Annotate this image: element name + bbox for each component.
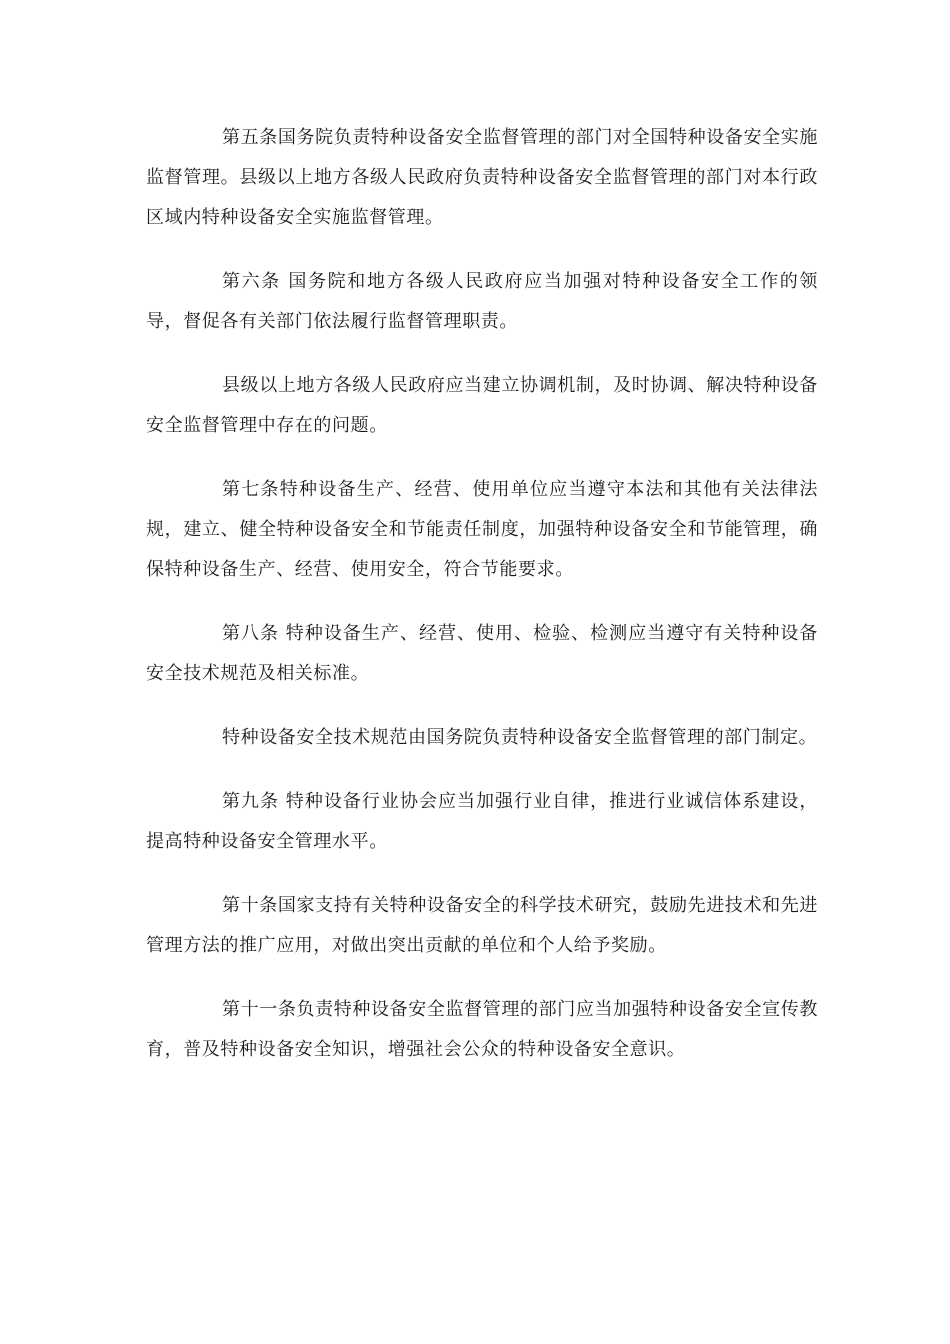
article-11-paragraph: 第十一条负责特种设备安全监督管理的部门应当加强特种设备安全宣传教育，普及特种设备安全知识，增强社会公众的特种设备安全意识。 — [146, 999, 818, 1060]
document-body — [146, 118, 818, 1094]
article-8-clause-2-paragraph: 特种设备安全技术规范由国务院负责特种设备安全监督管理的部门制定。 — [222, 727, 818, 748]
article-8-paragraph: 第八条 特种设备生产、经营、使用、检验、检测应当遵守有关特种设备安全技术规范及相关标准。 — [146, 623, 818, 684]
article-6-clause-2-paragraph: 县级以上地方各级人民政府应当建立协调机制，及时协调、解决特种设备安全监督管理中存在的问题。 — [146, 375, 818, 436]
article-5-paragraph: 第五条国务院负责特种设备安全监督管理的部门对全国特种设备安全实施监督管理。县级以上地方各级人民政府负责特种设备安全监督管理的部门对本行政区域内特种设备安全实施监督管理。 — [146, 127, 818, 228]
article-10-paragraph: 第十条国家支持有关特种设备安全的科学技术研究，鼓励先进技术和先进管理方法的推广应用，对做出突出贡献的单位和个人给予奖励。 — [146, 895, 818, 956]
article-6-paragraph: 第六条 国务院和地方各级人民政府应当加强对特种设备安全工作的领导，督促各有关部门依法履行监督管理职责。 — [146, 271, 818, 332]
article-9-paragraph: 第九条 特种设备行业协会应当加强行业自律，推进行业诚信体系建设，提高特种设备安全管理水平。 — [146, 791, 818, 852]
article-7-paragraph: 第七条特种设备生产、经营、使用单位应当遵守本法和其他有关法律法规，建立、健全特种设备安全和节能责任制度，加强特种设备安全和节能管理，确保特种设备生产、经营、使用安全，符合节能要求。 — [146, 479, 818, 580]
